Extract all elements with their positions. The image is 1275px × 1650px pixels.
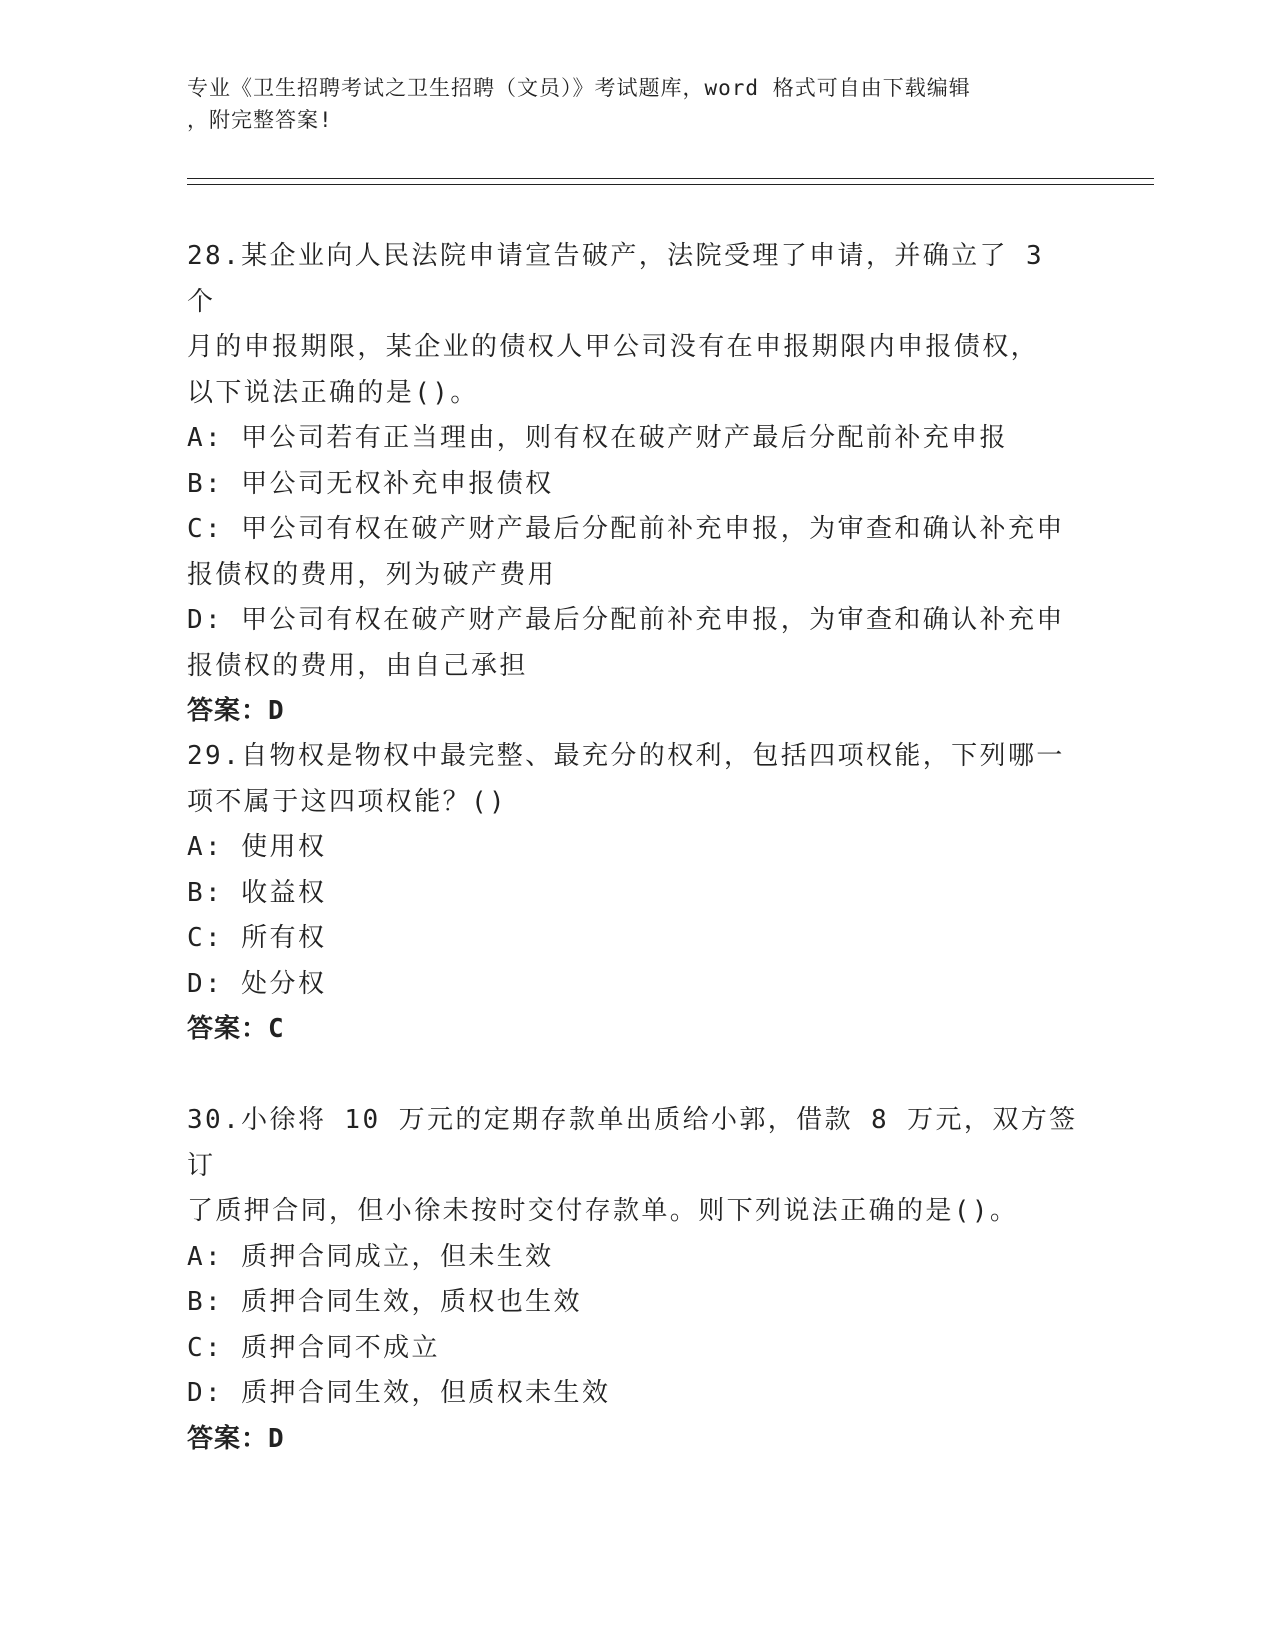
option-b: B: 收益权 xyxy=(187,877,327,908)
question-text-line: 月的申报期限，某企业的债权人甲公司没有在申报期限内申报债权， xyxy=(187,332,1040,362)
option-d-continued: 报债权的费用，由自己承担 xyxy=(187,650,528,681)
option-a: A: 甲公司若有正当理由，则有权在破产财产最后分配前补充申报 xyxy=(187,423,1008,453)
header-divider-top xyxy=(187,178,1154,179)
question-28 xyxy=(187,234,1087,735)
option-d: D: 质押合同生效，但质权未生效 xyxy=(187,1378,611,1408)
option-d: D: 甲公司有权在破产财产最后分配前补充申报，为审查和确认补充申 xyxy=(187,605,1065,635)
question-30 xyxy=(187,1098,1087,1462)
option-c-continued: 报债权的费用，列为破产费用 xyxy=(187,559,557,590)
option-b: B: 质押合同生效，质权也生效 xyxy=(187,1287,582,1317)
option-c: C: 所有权 xyxy=(187,923,327,953)
option-c: C: 甲公司有权在破产财产最后分配前补充申报，为审查和确认补充申 xyxy=(187,514,1065,544)
answer: 答案：C xyxy=(187,1014,285,1044)
answer: 答案：D xyxy=(187,696,285,726)
question-text-line: 29.自物权是物权中最完整、最充分的权利，包括四项权能，下列哪一 xyxy=(187,741,1065,771)
question-text-line: 项不属于这四项权能？() xyxy=(187,786,508,817)
document-header xyxy=(187,72,1067,136)
header-line-2: ，附完整答案! xyxy=(187,108,333,132)
option-c: C: 质押合同不成立 xyxy=(187,1332,440,1363)
header-line-1: 专业《卫生招聘考试之卫生招聘（文员）》考试题库，word 格式可自由下载编辑 xyxy=(187,76,971,100)
option-d: D: 处分权 xyxy=(187,968,327,999)
header-divider-bottom xyxy=(187,184,1154,185)
option-b: B: 甲公司无权补充申报债权 xyxy=(187,468,554,499)
question-text-line: 28.某企业向人民法院申请宣告破产，法院受理了申请，并确立了 3 个 xyxy=(187,241,1045,317)
question-text-line: 了质押合同，但小徐未按时交付存款单。则下列说法正确的是()。 xyxy=(187,1196,1019,1226)
question-29 xyxy=(187,734,1087,1053)
answer: 答案：D xyxy=(187,1423,285,1454)
question-text-line: 30.小徐将 10 万元的定期存款单出质给小郭，借款 8 万元，双方签订 xyxy=(187,1105,1078,1181)
option-a: A: 质押合同成立，但未生效 xyxy=(187,1241,554,1272)
option-a: A: 使用权 xyxy=(187,832,327,862)
question-text-line: 以下说法正确的是()。 xyxy=(187,377,479,408)
